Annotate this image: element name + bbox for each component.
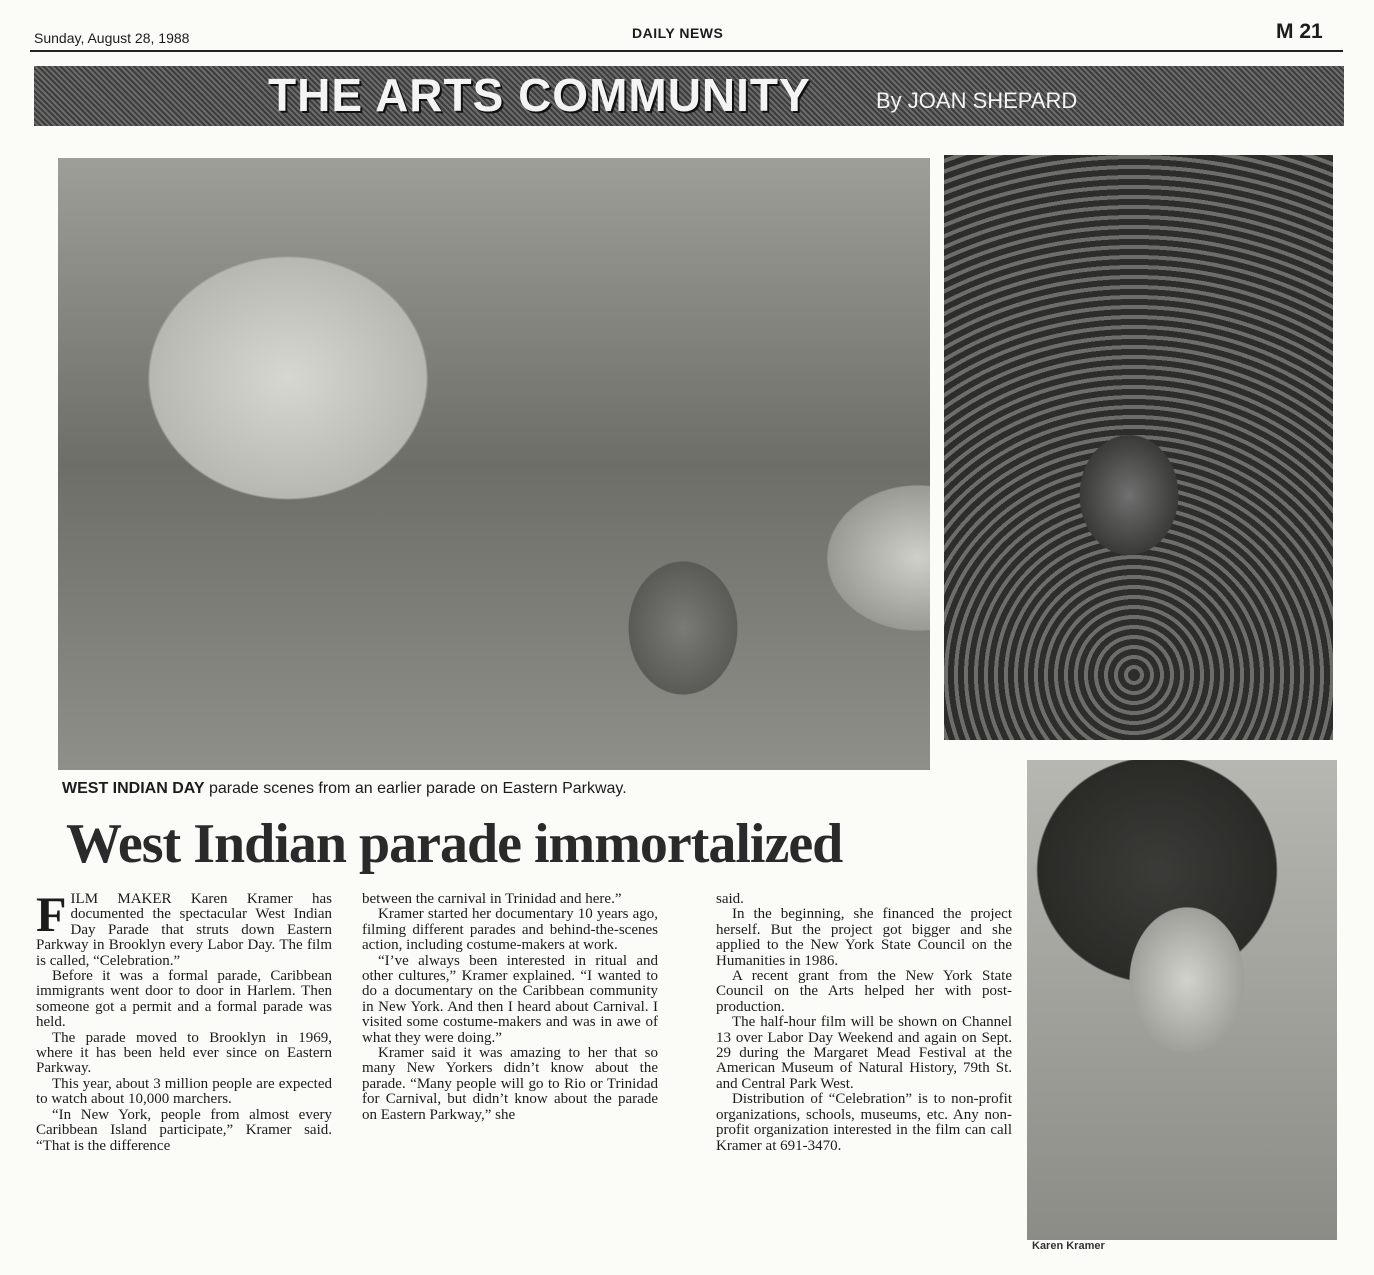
headline: West Indian parade immortalized <box>66 813 843 875</box>
paragraph: The half-hour film will be shown on Channel 13 over Labor Day Weekend and again on Sept. 29 during the Margaret Mead Festival at the American Museum of Natural History, 79th St. and Central Park West. <box>716 1014 1012 1092</box>
paragraph: Kramer started her documentary 10 years ago, filming different parades and behind-the-scenes action, including costume-makers at work. <box>362 906 658 954</box>
section-title: THE ARTS COMMUNITY <box>268 69 811 121</box>
parade-photo <box>58 158 930 770</box>
paragraph: “In New York, people from almost every Caribbean Island participate,” Kramer said. “That is the difference <box>36 1106 332 1154</box>
drop-cap: F <box>36 886 67 942</box>
paragraph: said. <box>716 891 744 907</box>
photo-caption-text: parade scenes from an earlier parade on Eastern Parkway. <box>204 780 627 797</box>
article-column-2 <box>362 892 658 1123</box>
newspaper-name: DAILY NEWS <box>632 25 724 41</box>
paragraph: In the beginning, she financed the project herself. But the project got bigger and she applied to the New York State Council on the Humanities in 1986. <box>716 906 1012 969</box>
article-column-1 <box>36 886 332 1154</box>
photo-caption <box>62 780 627 798</box>
page-number: M 21 <box>1276 20 1323 43</box>
costume-photo <box>944 155 1333 740</box>
photo-caption-bold: WEST INDIAN DAY <box>62 780 205 797</box>
paragraph: “I’ve always been interested in ritual and other cultures,” Kramer explained. “I wanted to do a documentary on the Caribbean community in New York. And then I heard about Carnival. I visited some costume-makers and was in awe of what they were doing.” <box>362 952 658 1046</box>
paragraph: between the carnival in Trinidad and here.” <box>362 891 622 907</box>
paragraph: This year, about 3 million people are expected to watch about 10,000 marchers. <box>36 1075 332 1108</box>
section-banner <box>34 66 1344 126</box>
paragraph: Distribution of “Celebration” is to non-profit organizations, schools, museums, etc. Any non-profit organization interested in the film can call Kramer at 691-3470. <box>716 1091 1012 1154</box>
paragraph: A recent grant from the New York State Council on the Arts helped her with post-production. <box>716 968 1012 1015</box>
portrait-caption: Karen Kramer <box>1032 1240 1105 1252</box>
portrait-photo <box>1027 760 1337 1240</box>
paragraph: The parade moved to Brooklyn in 1969, where it has been held ever since on Eastern Parkway. <box>36 1029 332 1077</box>
article-column-3 <box>716 892 1012 1154</box>
paragraph: Kramer said it was amazing to her that so many New Yorkers didn’t know about the parade. “Many people will go to Rio or Trinidad for Carnival, but didn’t know about the parade on Eastern Parkway,” she <box>362 1045 658 1123</box>
folio-rule <box>30 50 1343 52</box>
paragraph: FILM MAKER Karen Kramer has documented the spectacular West Indian Day Parade that struts down Eastern Parkway in Brooklyn every Labor Day. The film is called, “Celebration.” <box>36 886 332 969</box>
paragraph: Before it was a formal parade, Caribbean immigrants went door to door in Harlem. Then someone got a permit and a formal parade was held. <box>36 968 332 1031</box>
folio-date: Sunday, August 28, 1988 <box>34 30 190 46</box>
section-byline: By JOAN SHEPARD <box>876 88 1078 113</box>
